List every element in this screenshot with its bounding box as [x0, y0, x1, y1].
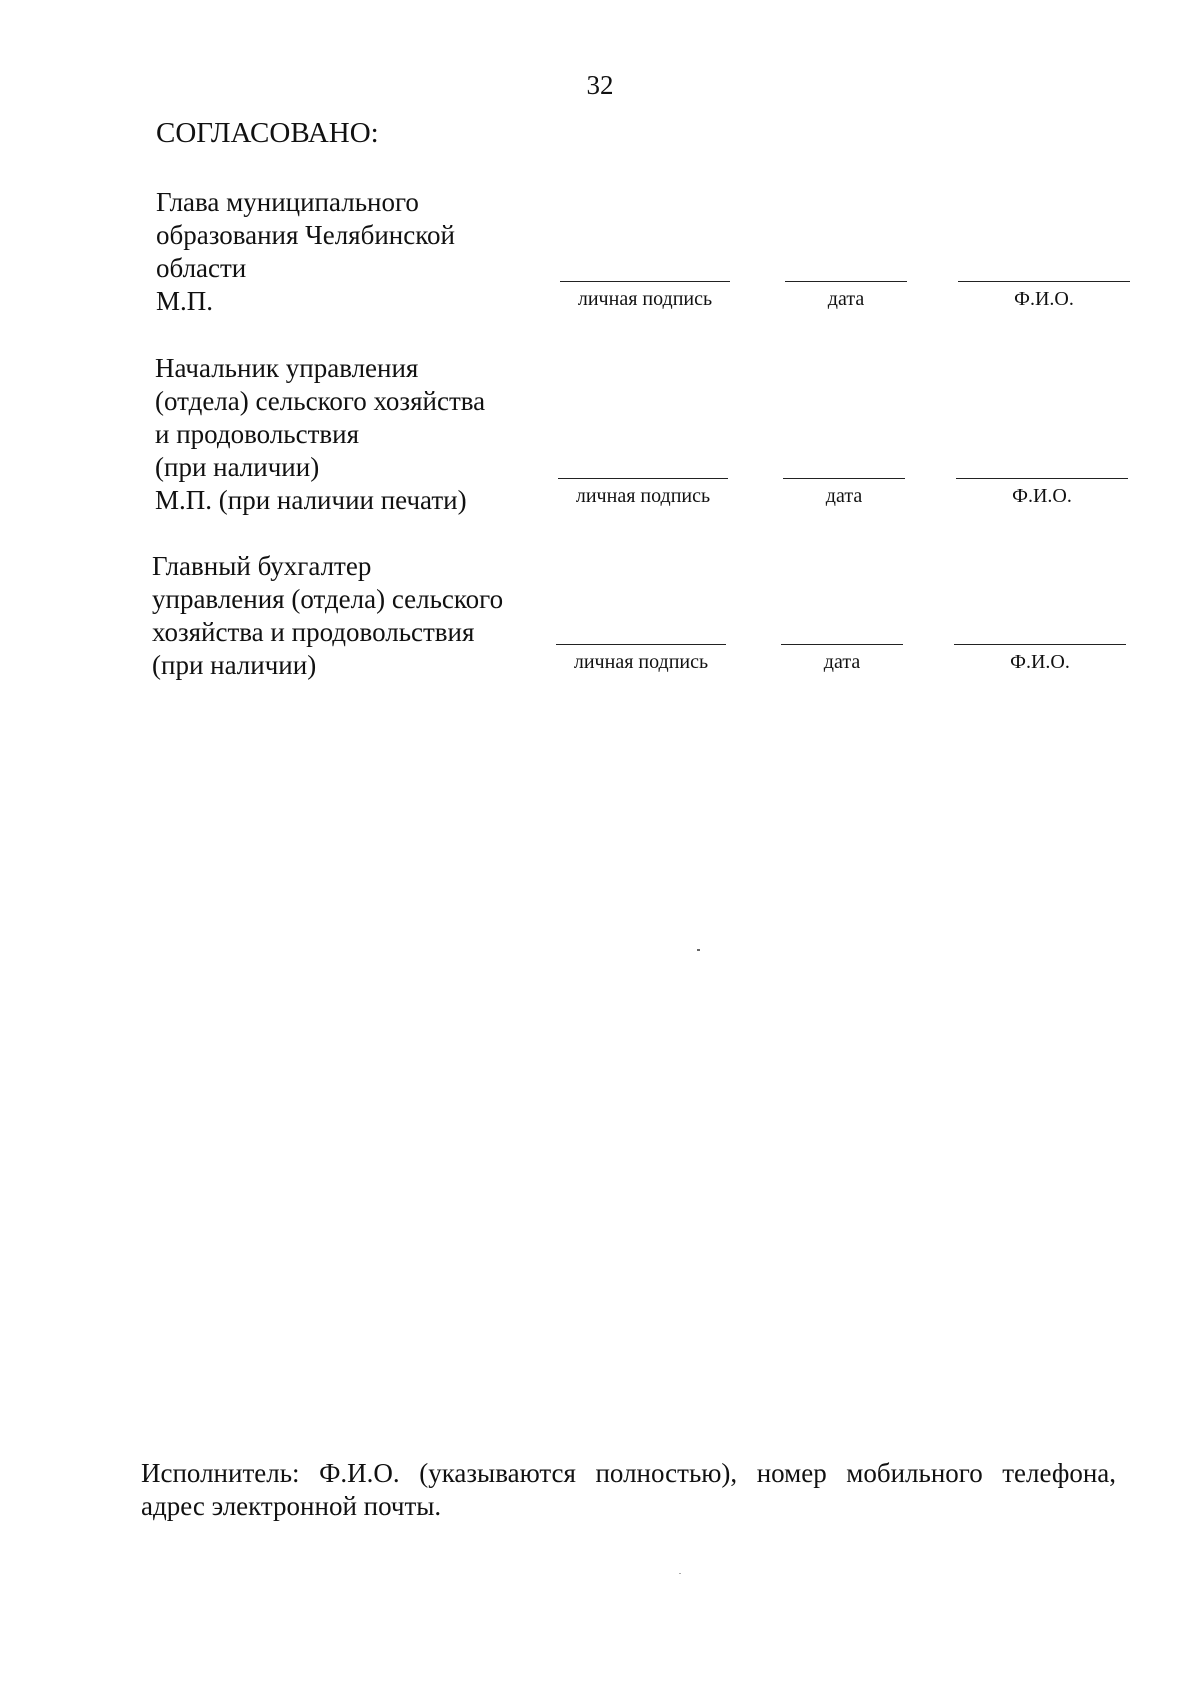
signatory-3-name-caption: Ф.И.О.: [1010, 651, 1070, 673]
signatory-3-signature-line: [556, 644, 726, 645]
signatory-2-date-line: [783, 478, 905, 479]
scan-speck: [697, 949, 700, 951]
signatory-2-line: (при наличии): [155, 452, 320, 482]
signatory-1-date-caption: дата: [827, 288, 865, 310]
signatory-3-line: хозяйства и продовольствия: [152, 617, 475, 647]
signatory-2-signature-line: [558, 478, 728, 479]
signatory-2-name-caption: Ф.И.О.: [1012, 485, 1072, 507]
signatory-3-date-caption: дата: [823, 651, 861, 673]
signatory-3-line: Главный бухгалтер: [152, 551, 372, 581]
signatory-1-name-caption: Ф.И.О.: [1014, 288, 1074, 310]
executor-note-line-2: адрес электронной почты.: [141, 1491, 442, 1521]
signatory-2-line: М.П. (при наличии печати): [155, 485, 467, 515]
signatory-3-signature-caption: личная подпись: [573, 651, 709, 673]
signatory-1-name-line: [958, 281, 1130, 282]
page-number: 32: [586, 70, 614, 100]
signatory-1-title: [156, 186, 455, 318]
signatory-1-line: образования Челябинской: [156, 220, 455, 250]
signatory-1-signature-caption: личная подпись: [577, 288, 713, 310]
signatory-2-title: [155, 352, 485, 517]
signatory-1-signature-line: [560, 281, 730, 282]
signatory-1-line: Глава муниципального: [156, 187, 419, 217]
scan-speck: [679, 1573, 681, 1574]
signatory-3-title: [152, 550, 503, 682]
signatory-3-date-line: [781, 644, 903, 645]
signatory-3-line: управления (отдела) сельского: [152, 584, 504, 614]
signatory-2-line: (отдела) сельского хозяйства: [155, 386, 486, 416]
approval-heading: СОГЛАСОВАНО:: [156, 117, 379, 149]
signatory-2-date-caption: дата: [825, 485, 863, 507]
signatory-1-line: М.П.: [156, 286, 214, 316]
signatory-2-name-line: [956, 478, 1128, 479]
signatory-2-signature-caption: личная подпись: [575, 485, 711, 507]
signatory-2-line: и продовольствия: [155, 419, 360, 449]
executor-note-line-1: Исполнитель: Ф.И.О. (указываются полностью), номер мобильного телефона,: [141, 1458, 1116, 1488]
signatory-2-line: Начальник управления: [155, 353, 419, 383]
signatory-1-line: области: [156, 253, 247, 283]
executor-note: [141, 1457, 1116, 1523]
signatory-3-line: (при наличии): [152, 650, 317, 680]
signatory-1-date-line: [785, 281, 907, 282]
signatory-3-name-line: [954, 644, 1126, 645]
